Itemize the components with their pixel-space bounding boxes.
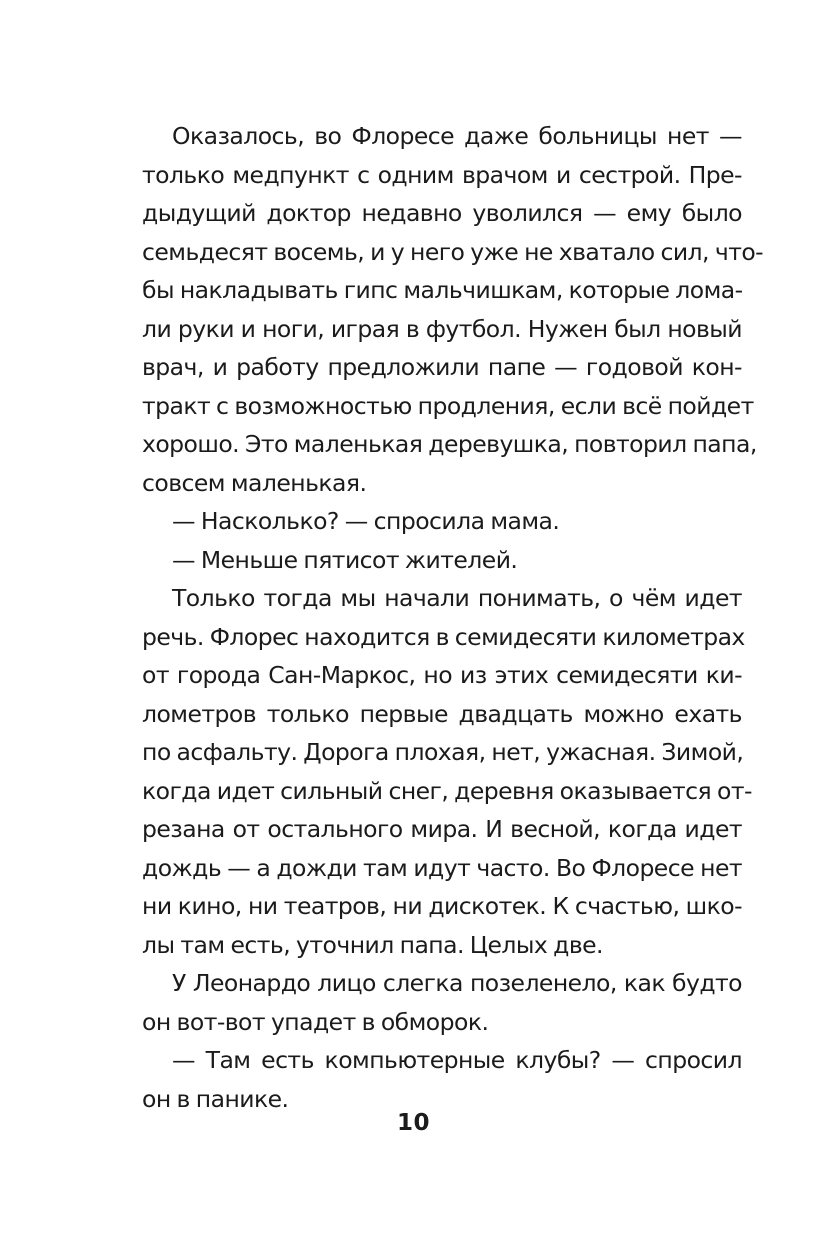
page-number: 10: [396, 1110, 430, 1136]
text-line: резана от остального мира. И весной, когда идет: [142, 815, 742, 843]
text-line: хорошо. Это маленькая деревушка, повторил папа,: [142, 430, 757, 458]
text-line: лометров только первые двадцать можно ехать: [142, 699, 742, 728]
text-line-paragraph-end: совсем маленькая.: [142, 468, 367, 497]
text-line: речь. Флорес находится в семидесяти километрах: [142, 622, 745, 651]
text-line-paragraph-end: он вот-вот упадет в обморок.: [142, 1007, 489, 1036]
text-line-paragraph-start: У Леонардо лицо слегка позеленело, как будто: [172, 969, 742, 997]
dialogue-line: — Меньше пятисот жителей.: [172, 545, 518, 574]
text-line: дыдущий доктор недавно уволился — ему было: [142, 199, 742, 227]
text-line-paragraph-start: Оказалось, во Флоресе даже больницы нет —: [172, 122, 742, 150]
text-line-paragraph-start: Только тогда мы начали понимать, о чём идет: [172, 584, 742, 612]
text-line: семьдесят восемь, и у него уже не хватало сил, что-: [142, 237, 764, 266]
text-line: ни кино, ни театров, ни дискотек. К счастью, шко-: [142, 892, 742, 920]
text-line: ли руки и ноги, играя в футбол. Нужен был новый: [142, 314, 742, 343]
text-line: когда идет сильный снег, деревня оказывается от-: [142, 776, 752, 805]
dialogue-line: — Насколько? — спросила мама.: [172, 507, 560, 535]
text-line: от города Сан-Маркос, но из этих семидесяти ки-: [142, 661, 742, 689]
dialogue-line: — Там есть компьютерные клубы? — спросил: [172, 1046, 742, 1074]
text-line: тракт с возможностью продления, если всё пойдет: [142, 391, 754, 420]
text-line: бы накладывать гипс мальчишкам, которые лома-: [142, 276, 743, 304]
text-line: по асфальту. Дорога плохая, нет, ужасная. Зимой,: [142, 738, 744, 766]
body-text: [142, 117, 764, 1118]
text-line-paragraph-end: лы там есть, уточнил папа. Целых две.: [142, 930, 603, 959]
text-line-paragraph-end: он в панике.: [142, 1084, 289, 1113]
text-line: только медпункт с одним врачом и сестрой. Пре-: [142, 160, 742, 189]
text-line: врач, и работу предложили папе — годовой кон-: [142, 353, 742, 381]
text-line: дождь — а дожди там идут часто. Во Флоресе нет: [142, 853, 742, 882]
